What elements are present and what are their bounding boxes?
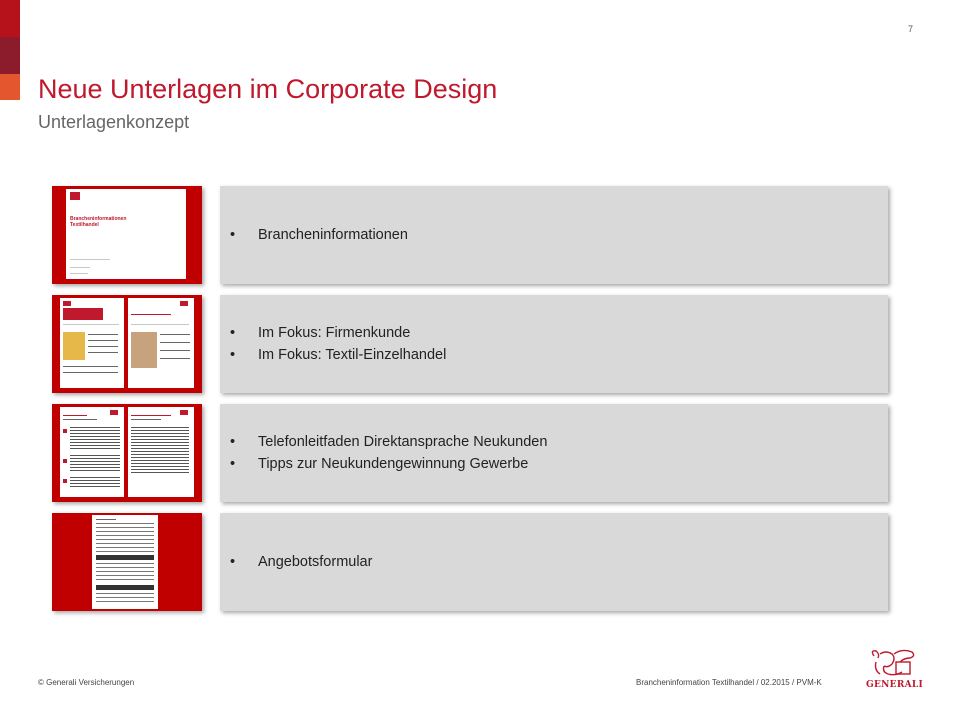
cover-page xyxy=(66,189,186,279)
form-page xyxy=(92,515,158,609)
content-row-3 xyxy=(52,404,890,502)
spread-page-left xyxy=(60,298,124,388)
accent-bar-top xyxy=(0,0,20,37)
cover-title: Brancheninformationen Textilhandel xyxy=(70,216,127,228)
slide-subtitle: Unterlagenkonzept xyxy=(38,112,190,132)
content-row-1 xyxy=(52,186,890,284)
photo-icon xyxy=(131,332,157,368)
warning-icon xyxy=(63,459,67,463)
list-item: • Im Fokus: Firmenkunde xyxy=(230,325,411,341)
document-page-right xyxy=(128,407,194,497)
warning-icon xyxy=(63,429,67,433)
slide-title: Neue Unterlagen im Corporate Design xyxy=(38,74,498,104)
photo-icon xyxy=(63,332,85,360)
accent-bar-middle xyxy=(0,37,20,74)
document-page-left xyxy=(60,407,124,497)
list-item: • Telefonleitfaden Direktansprache Neukunden xyxy=(230,434,548,450)
list-item: • Angebotsformular xyxy=(230,554,373,570)
brochure-cover-thumbnail xyxy=(52,186,202,284)
footer-document-info: Brancheninformation Textilhandel / 02.2015 / PVM-K xyxy=(636,678,822,687)
text-panel-1 xyxy=(220,186,888,284)
accent-bar-bottom xyxy=(0,74,20,100)
warning-icon xyxy=(63,479,67,483)
list-item: • Tipps zur Neukundengewinnung Gewerbe xyxy=(230,456,529,472)
form-thumbnail xyxy=(52,513,202,611)
text-panel-4 xyxy=(220,513,888,611)
mini-logo-icon xyxy=(70,192,80,200)
footer-copyright: © Generali Versicherungen xyxy=(38,678,135,687)
list-item: • Brancheninformationen xyxy=(230,227,408,243)
brand-logo-text: GENERALI xyxy=(866,680,924,690)
content-row-4 xyxy=(52,513,890,611)
two-page-document-thumbnail xyxy=(52,404,202,502)
list-item: • Im Fokus: Textil-Einzelhandel xyxy=(230,347,447,363)
spread-page-right xyxy=(128,298,194,388)
text-panel-2 xyxy=(220,295,888,393)
page-number: 7 xyxy=(908,24,914,34)
text-panel-3 xyxy=(220,404,888,502)
content-row-2 xyxy=(52,295,890,393)
two-page-spread-thumbnail xyxy=(52,295,202,393)
